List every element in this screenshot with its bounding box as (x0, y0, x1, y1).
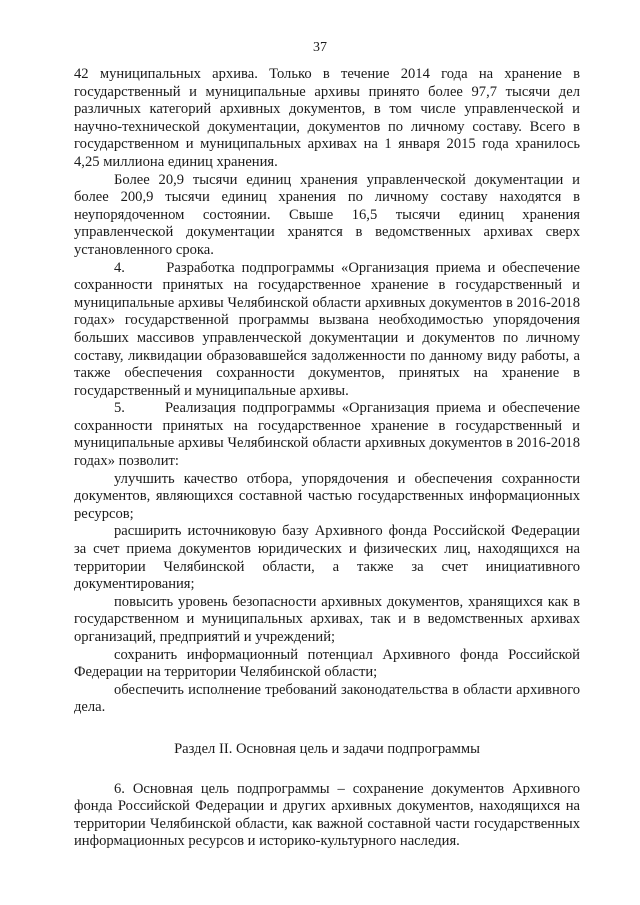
paragraph-main-goal: 6. Основная цель подпрограммы – сохранение документов Архивного фонда Российской Федерации и других архивных документов, находящихся на территории Челябинской области, как важной составной части государственных информационных ресурсов и историко-культурного наследия. (74, 780, 580, 850)
paragraph-archives-intake: 42 муниципальных архива. Только в течение 2014 года на хранение в государственный и муниципальные архивы принято более 97,7 тысячи дел различных категорий архивных документов, в том числе управленческой и научно-технической документации, документов по личному составу. Всего в государственном и муниципальных архивах на 1 января 2015 года хранилось 4,25 миллиона единиц хранения. (74, 66, 580, 170)
page-number: 37 (313, 40, 327, 55)
paragraph-unordered-storage: Более 20,9 тысячи единиц хранения управленческой документации и более 200,9 тысячи единиц хранения по личному составу находятся в неупорядоченном состоянии. Свыше 16,5 тысячи единиц хранения управленческой документации хранятся в ведомственных архивах сверх установленного срока. (74, 171, 580, 258)
section-heading: Раздел II. Основная цель и задачи подпрограммы (174, 740, 480, 757)
list-item-source-base: расширить источниковую базу Архивного фонда Российской Федерации за счет приема документов юридических и физических лиц, находящихся на территории Челябинской области, а также за счет инициативного документирования; (74, 523, 580, 593)
paragraph-item-4: 4. Разработка подпрограммы «Организация приема и обеспечение сохранности принятых на государственное хранение в государственный и муниципальные архивы Челябинской области архивных документов в 2016-2018 годах» государственной программы вызвана необходимостью упорядочения больших массивов управленческой документации и документов по личному составу, ликвидации образовавшейся задолженности по данному виду работы, а также обеспечения сохранности документов, принятых на хранение в государственный и муниципальные архивы. (74, 259, 580, 399)
document-body (74, 66, 580, 851)
paragraph-item-5: 5. Реализация подпрограммы «Организация приема и обеспечение сохранности принятых на государственное хранение в государственный и муниципальные архивы Челябинской области архивных документов в 2016-2018 годах» позволит: (74, 400, 580, 470)
list-item-information-potential: сохранить информационный потенциал Архивного фонда Российской Федерации на территории Челябинской области; (74, 646, 580, 681)
list-item-legislation: обеспечить исполнение требований законодательства в области архивного дела. (74, 681, 580, 716)
list-item-security: повысить уровень безопасности архивных документов, хранящихся как в государственном и муниципальных архивах, так и в ведомственных архивах организаций, предприятий и учреждений; (74, 593, 580, 645)
list-item-quality: улучшить качество отбора, упорядочения и обеспечения сохранности документов, являющихся составной частью государственных информационных ресурсов; (74, 470, 580, 522)
